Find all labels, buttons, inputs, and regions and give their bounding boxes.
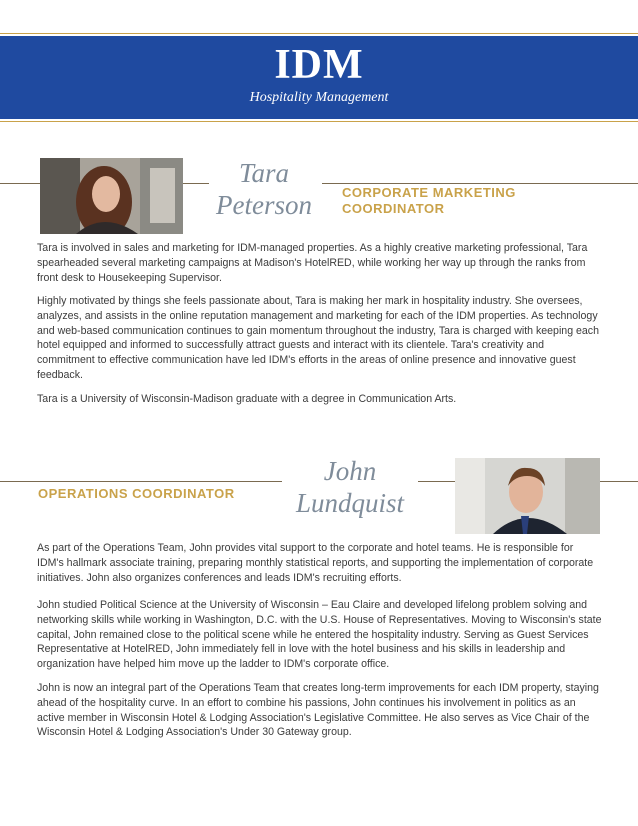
john-left-rule bbox=[0, 481, 282, 482]
tara-job-title: CORPORATE MARKETING COORDINATOR bbox=[342, 185, 516, 216]
john-job-title: OPERATIONS COORDINATOR bbox=[38, 486, 235, 501]
tara-photo bbox=[40, 158, 183, 234]
tara-last-name: Peterson bbox=[216, 190, 312, 220]
tara-bio-paragraph-1: Tara is involved in sales and marketing for IDM-managed properties. As a highly creative marketing professional, Tara spearheaded several marketing campaigns at Madison's HotelRED, while working her way up through the ranks from front desk to Housekeeping Supervisor. bbox=[37, 242, 588, 284]
header-banner bbox=[0, 36, 638, 119]
john-right-rule bbox=[600, 481, 638, 482]
tara-name bbox=[204, 157, 324, 221]
logo-subtitle: Hospitality Management bbox=[249, 90, 389, 105]
header-top-gold-line bbox=[0, 33, 638, 34]
tara-bio-paragraph-3: Tara is a University of Wisconsin-Madison graduate with a degree in Communication Arts. bbox=[37, 393, 457, 405]
john-bio-paragraph-2: John studied Political Science at the University of Wisconsin – Eau Claire and developed lifelong problem solving and networking skills while working in Washington, D.C. with the U.S. House of Representatives. Moving to Wisconsin's state capital, John remained close to the political scene while he entered the hospitality industry. Serving as Guest Services Representative at HotelRED, John immediately fell in love with the hotel business and his skills in leadership and organization have helped him move up the ladder to IDM's corporate office. bbox=[37, 599, 602, 671]
header-bottom-gold-line bbox=[0, 121, 638, 122]
portrait-photo-woman-icon bbox=[40, 158, 183, 234]
john-bio-paragraph-1: As part of the Operations Team, John provides vital support to the corporate and hotel teams. He is responsible for IDM's hallmark associate training, preparing monthly statistical reports, and supporting the implementation of corporate initiatives. John also organizes conferences and leads IDM's recruiting efforts. bbox=[37, 542, 594, 584]
tara-left-rule bbox=[0, 183, 40, 184]
john-last-name: Lundquist bbox=[295, 488, 405, 518]
john-first-name: John bbox=[323, 456, 377, 486]
tara-right-rule bbox=[322, 183, 638, 184]
portrait-photo-man-icon bbox=[455, 458, 600, 534]
tara-bio-paragraph-2: Highly motivated by things she feels passionate about, Tara is making her mark in hospitality industry. She oversees, analyzes, and assists in the online reputation management and marketing for each of the IDM properties. As technology and web-based communication continues to gain momentum throughout the industry, Tara is charged with keeping each hotel equipped and informed to successfully attract guests and interact with its clientele. Tara's creativity and commitment to effective communication have led IDM's efforts in the areas of online presence and innovative guest feedback. bbox=[37, 295, 599, 381]
john-mid-rule bbox=[418, 481, 456, 482]
idm-logo: IDM bbox=[274, 42, 364, 88]
john-bio-paragraph-3: John is now an integral part of the Operations Team that creates long-term improvements for each IDM property, staying ahead of the hospitality curve. In an effort to combine his passions, John continues his involvement in politics as an active member in Wisconsin Hotel & Lodging Association's Legislative Committee. He also serves as Vice Chair of the Wisconsin Hotel & Lodging Association's Under 30 Gateway group. bbox=[37, 682, 599, 739]
tara-first-name: Tara bbox=[238, 158, 290, 188]
john-name bbox=[280, 455, 420, 519]
john-photo bbox=[455, 458, 600, 534]
